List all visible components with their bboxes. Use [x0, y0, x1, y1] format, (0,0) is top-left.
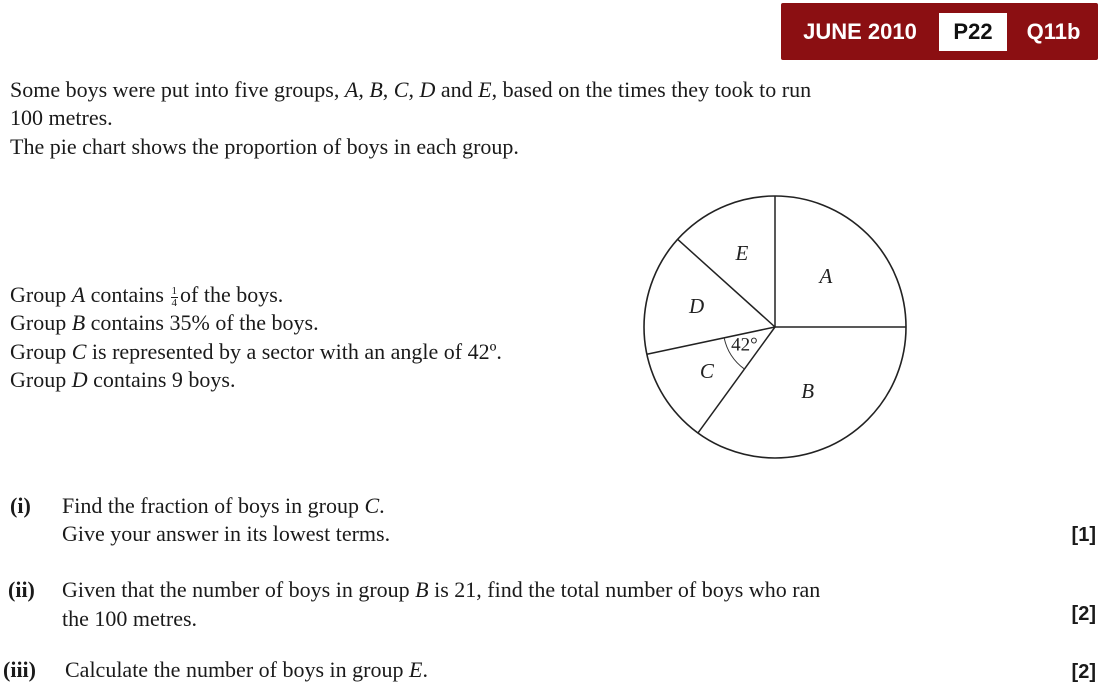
question-ii-line-2: the 100 metres. — [62, 606, 198, 631]
question-i-line-2: Give your answer in its lowest terms. — [62, 521, 391, 546]
fact-group-c — [10, 338, 502, 366]
question-text: is 21, find the total number of boys who ran — [428, 577, 821, 602]
question-iii-number: (iii) — [3, 657, 36, 682]
fact-group-d — [10, 366, 236, 394]
question-ii-number: (ii) — [8, 577, 35, 602]
group-letter: C — [393, 77, 409, 102]
intro-line-2: 100 metres. — [10, 105, 113, 130]
group-letter: A — [71, 282, 86, 307]
pie-label-c: C — [699, 359, 714, 384]
question-text: Given that the number of boys in group — [62, 577, 416, 602]
question-iii-marks: [2] — [1071, 661, 1096, 683]
fact-text: contains — [85, 282, 170, 307]
fact-text: Group — [10, 367, 72, 392]
group-letter: E — [478, 77, 492, 102]
angle-label: 42° — [731, 334, 758, 356]
fact-text: Group — [10, 282, 72, 307]
group-letter: B — [415, 577, 429, 602]
group-letter: B — [369, 77, 383, 102]
question-i-number: (i) — [10, 493, 31, 518]
fraction-quarter — [171, 286, 179, 309]
question-text: Find the fraction of boys in group — [62, 493, 365, 518]
group-letter: E — [408, 657, 423, 682]
paper-label: P22 — [939, 13, 1007, 51]
fact-text: of the boys. — [180, 282, 284, 307]
fact-text: is represented by a sector with an angle of 42º. — [86, 339, 502, 364]
question-reference-badge — [781, 3, 1098, 60]
fraction-denominator: 4 — [171, 296, 177, 309]
fact-text: Group — [10, 339, 72, 364]
question-number-label: Q11b — [1026, 19, 1081, 44]
fact-group-a — [10, 281, 283, 309]
fact-text: contains 9 boys. — [87, 367, 236, 392]
question-text: . — [422, 657, 428, 682]
question-iii-line-1 — [65, 656, 428, 684]
group-letter: B — [71, 310, 86, 335]
group-letter: D — [71, 367, 88, 392]
fact-text: Group — [10, 310, 72, 335]
group-letter: C — [364, 493, 380, 518]
pie-chart — [640, 190, 910, 460]
intro-line-1: Some boys were put into five groups, A, B, C, D and E, based on the times they took to run — [10, 77, 812, 102]
fact-text: contains 35% of the boys. — [85, 310, 319, 335]
question-text: . — [379, 493, 385, 518]
group-letter: C — [71, 339, 87, 364]
pie-label-b: B — [801, 379, 815, 404]
intro-line-3: The pie chart shows the proportion of boys in each group. — [10, 134, 519, 159]
pie-label-a: A — [819, 264, 833, 289]
fact-group-b — [10, 309, 319, 337]
question-ii-marks: [2] — [1071, 603, 1096, 625]
pie-label-e: E — [735, 240, 749, 265]
group-letter: A — [344, 77, 359, 102]
question-i-line-1 — [62, 492, 385, 520]
question-text: Calculate the number of boys in group — [65, 657, 409, 682]
fraction-numerator: 1 — [171, 284, 177, 297]
group-letter: D — [419, 77, 436, 102]
question-i-marks: [1] — [1071, 524, 1096, 546]
pie-label-d: D — [688, 293, 705, 318]
question-ii-line-1 — [62, 576, 820, 604]
exam-date-label: JUNE 2010 — [803, 19, 917, 44]
